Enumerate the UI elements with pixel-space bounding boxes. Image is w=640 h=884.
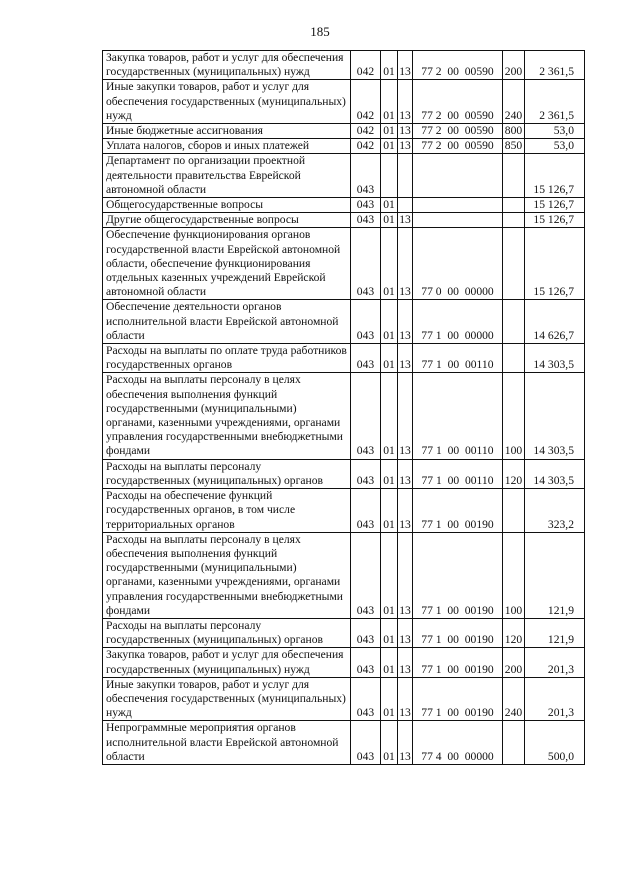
- row-ved: 043: [351, 648, 381, 677]
- row-pr: 13: [399, 139, 411, 153]
- budget-table-body: [103, 51, 585, 765]
- table-row: [103, 618, 585, 647]
- row-ved: 043: [351, 721, 381, 765]
- row-ved: 043: [351, 198, 381, 213]
- row-vr: 240: [503, 80, 525, 124]
- row-sum: 53,0: [525, 124, 585, 139]
- row-ved: 043: [351, 677, 381, 721]
- row-csr: 77 1 00 00110: [413, 373, 503, 459]
- row-name: Иные закупки товаров, работ и услуг для обеспечения государственных (муниципальных) нужд: [103, 677, 351, 721]
- row-csr: [413, 154, 503, 198]
- row-pr: 13: [398, 648, 413, 677]
- row-rz: 01: [381, 344, 398, 373]
- row-sum: 2 361,5: [525, 51, 585, 80]
- table-row: [103, 80, 585, 124]
- row-ved: 042: [351, 124, 381, 139]
- row-name: Уплата налогов, сборов и иных платежей: [103, 139, 351, 154]
- row-csr: 77 1 00 00190: [413, 618, 503, 647]
- row-sum: 15 126,7: [525, 228, 585, 300]
- row-name: Расходы на выплаты персоналу государственных (муниципальных) органов: [103, 618, 351, 647]
- row-csr: 77 2 00 00590: [413, 124, 503, 139]
- row-pr: 13: [398, 489, 413, 533]
- row-sum: 14 303,5: [525, 373, 585, 459]
- row-pr: 13: [398, 459, 413, 488]
- row-rz: 01: [381, 300, 398, 344]
- row-rz: 01: [381, 532, 398, 618]
- row-sum: 201,3: [525, 648, 585, 677]
- row-vr: 100: [503, 532, 525, 618]
- row-name: Иные закупки товаров, работ и услуг для обеспечения государственных (муниципальных) нужд: [103, 80, 351, 124]
- row-name: Непрограммные мероприятия органов исполнительной власти Еврейской автономной области: [103, 721, 351, 765]
- row-vr: [503, 721, 525, 765]
- row-vr: 200: [503, 51, 525, 80]
- table-row: [103, 124, 585, 139]
- table-row: [103, 300, 585, 344]
- row-csr: 77 2 00 00590: [413, 80, 503, 124]
- row-sum: 15 126,7: [525, 213, 585, 228]
- row-vr: [503, 300, 525, 344]
- row-vr: [503, 344, 525, 373]
- row-sum: 14 626,7: [525, 300, 585, 344]
- row-sum: 15 126,7: [525, 198, 585, 213]
- row-csr: 77 4 00 00000: [413, 721, 503, 765]
- table-row: [103, 344, 585, 373]
- table-row: [103, 459, 585, 488]
- table-row: [103, 228, 585, 300]
- row-vr: 800: [503, 124, 525, 139]
- row-name: Общегосударственные вопросы: [103, 198, 351, 213]
- row-csr: [413, 213, 503, 228]
- row-rz: 01: [381, 677, 398, 721]
- row-name: Закупка товаров, работ и услуг для обеспечения государственных (муниципальных) нужд: [103, 51, 351, 80]
- row-ved: 042: [351, 80, 381, 124]
- row-ved: 042: [351, 139, 381, 154]
- row-pr: 13: [398, 344, 413, 373]
- row-rz: 01: [381, 489, 398, 533]
- row-name: Расходы на выплаты по оплате труда работников государственных органов: [103, 344, 351, 373]
- row-sum: 14 303,5: [525, 459, 585, 488]
- row-csr: 77 1 00 00190: [413, 648, 503, 677]
- row-sum: 121,9: [525, 618, 585, 647]
- row-ved: 043: [351, 228, 381, 300]
- row-csr: 77 2 00 00590: [413, 51, 503, 80]
- row-csr: 77 1 00 00190: [413, 677, 503, 721]
- row-rz: 01: [381, 721, 398, 765]
- table-row: [103, 721, 585, 765]
- row-pr: 13: [398, 300, 413, 344]
- row-name: Расходы на выплаты персоналу в целях обеспечения выполнения функций государственными (муниципальными) органами, казенными учреждениями, органами управления государственными внебюджетными фондами: [103, 373, 351, 459]
- table-row: [103, 154, 585, 198]
- budget-table: [102, 50, 585, 765]
- row-pr: 13: [399, 213, 411, 227]
- row-pr: [398, 198, 413, 213]
- row-vr: 850: [503, 139, 525, 154]
- row-name: Другие общегосударственные вопросы: [103, 213, 351, 228]
- row-pr: 13: [398, 51, 413, 80]
- row-pr: 13: [399, 124, 411, 138]
- row-name: Иные бюджетные ассигнования: [103, 124, 351, 139]
- row-ved: 043: [351, 213, 381, 228]
- row-vr: [503, 198, 525, 213]
- row-csr: 77 0 00 00000: [413, 228, 503, 300]
- row-pr: 13: [398, 80, 413, 124]
- row-sum: 53,0: [525, 139, 585, 154]
- page-number: 185: [310, 24, 330, 39]
- row-rz: 01: [381, 80, 398, 124]
- row-vr: [503, 489, 525, 533]
- table-row: [103, 677, 585, 721]
- row-ved: 043: [351, 300, 381, 344]
- table-row: [103, 489, 585, 533]
- table-row: [103, 648, 585, 677]
- row-vr: 200: [503, 648, 525, 677]
- row-rz: 01: [381, 213, 398, 228]
- row-name: Закупка товаров, работ и услуг для обеспечения государственных (муниципальных) нужд: [103, 648, 351, 677]
- row-csr: 77 1 00 00190: [413, 532, 503, 618]
- row-pr: 13: [398, 721, 413, 765]
- row-name: Обеспечение функционирования органов государственной власти Еврейской автономной области, обеспечение функционирования отдельных казенных учреждений Еврейской автономной области: [103, 228, 351, 300]
- row-ved: 043: [351, 373, 381, 459]
- row-name: Расходы на выплаты персоналу государственных (муниципальных) органов: [103, 459, 351, 488]
- row-csr: 77 1 00 00000: [413, 300, 503, 344]
- row-ved: 043: [351, 459, 381, 488]
- row-sum: 121,9: [525, 532, 585, 618]
- row-sum: 500,0: [525, 721, 585, 765]
- table-row: [103, 198, 585, 213]
- row-vr: 120: [503, 459, 525, 488]
- row-ved: 042: [351, 51, 381, 80]
- row-sum: 201,3: [525, 677, 585, 721]
- row-rz: 01: [381, 139, 398, 154]
- row-pr: 13: [398, 532, 413, 618]
- row-ved: 043: [351, 489, 381, 533]
- row-sum: 14 303,5: [525, 344, 585, 373]
- table-row: [103, 373, 585, 459]
- row-name: Расходы на обеспечение функций государственных органов, в том числе территориальных органов: [103, 489, 351, 533]
- row-ved: 043: [351, 154, 381, 198]
- row-sum: 2 361,5: [525, 80, 585, 124]
- row-rz: 01: [381, 459, 398, 488]
- row-vr: 100: [503, 373, 525, 459]
- row-pr: 13: [398, 618, 413, 647]
- row-rz: 01: [381, 648, 398, 677]
- row-pr: 13: [398, 373, 413, 459]
- row-rz: 01: [381, 618, 398, 647]
- row-name: Департамент по организации проектной деятельности правительства Еврейской автономной области: [103, 154, 351, 198]
- row-rz: 01: [381, 198, 398, 213]
- row-pr: 13: [398, 228, 413, 300]
- row-sum: 15 126,7: [525, 154, 585, 198]
- table-row: [103, 51, 585, 80]
- table-row: [103, 213, 585, 228]
- row-csr: [413, 198, 503, 213]
- row-vr: [503, 213, 525, 228]
- row-ved: 043: [351, 344, 381, 373]
- row-csr: 77 1 00 00110: [413, 344, 503, 373]
- table-row: [103, 139, 585, 154]
- row-rz: 01: [381, 228, 398, 300]
- table-row: [103, 532, 585, 618]
- row-vr: [503, 228, 525, 300]
- row-csr: 77 1 00 00110: [413, 459, 503, 488]
- row-rz: 01: [381, 373, 398, 459]
- row-ved: 043: [351, 618, 381, 647]
- row-pr: [398, 154, 413, 198]
- row-pr: 13: [398, 677, 413, 721]
- row-rz: [381, 154, 398, 198]
- row-vr: [503, 154, 525, 198]
- row-name: Расходы на выплаты персоналу в целях обеспечения выполнения функций государственными (муниципальными) органами, казенными учреждениями, органами управления государственными внебюджетными фондами: [103, 532, 351, 618]
- row-csr: 77 1 00 00190: [413, 489, 503, 533]
- row-rz: 01: [381, 51, 398, 80]
- row-name: Обеспечение деятельности органов исполнительной власти Еврейской автономной области: [103, 300, 351, 344]
- row-vr: 120: [503, 618, 525, 647]
- row-rz: 01: [381, 124, 398, 139]
- row-ved: 043: [351, 532, 381, 618]
- row-csr: 77 2 00 00590: [413, 139, 503, 154]
- row-sum: 323,2: [525, 489, 585, 533]
- row-vr: 240: [503, 677, 525, 721]
